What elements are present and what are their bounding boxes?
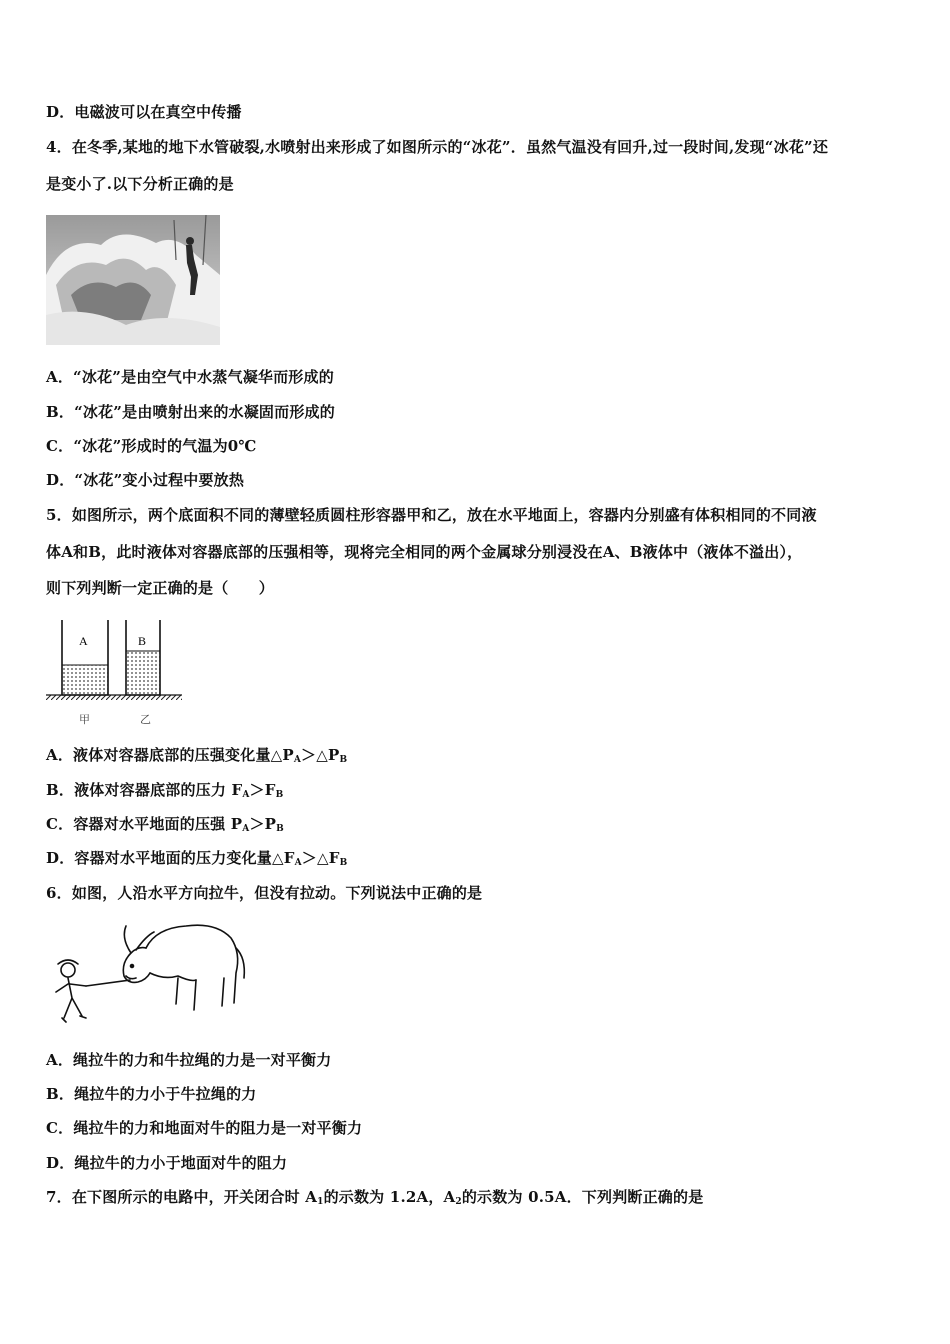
ice-flower-photo [46, 215, 220, 345]
q4-stem-line2: 是变小了.以下分析正确的是 [46, 175, 234, 193]
q4-option-a: A．“冰花”是由空气中水蒸气凝华而形成的 [46, 368, 334, 386]
q4-stem-line1: 4．在冬季,某地的地下水管破裂,水喷射出来形成了如图所示的“冰花”．虽然气温没有回升,过一段时间,发现“冰花”还 [46, 138, 829, 156]
q7-stem: 7．在下图所示的电路中，开关闭合时 $A_1$的示数为 1.2A，$A_2$的示数为 0.5A．下列判断正确的是 [46, 1188, 704, 1207]
ground-hatch [46, 695, 182, 700]
man-pulling-ox-figure [46, 918, 256, 1028]
q5-stem-line3: 则下列判断一定正确的是（ ） [46, 579, 275, 597]
q4-option-c: C．“冰花”形成时的气温为0℃ [46, 437, 257, 455]
q6-option-b: B．绳拉牛的力小于牛拉绳的力 [46, 1085, 257, 1103]
liquid-b [126, 651, 160, 695]
q6-option-d: D．绳拉牛的力小于地面对牛的阻力 [46, 1154, 288, 1172]
containers-figure [46, 615, 182, 730]
q3-option-d: D．电磁波可以在真空中传播 [46, 103, 242, 121]
label-jia: 甲 [79, 713, 90, 726]
label-a: A [79, 634, 88, 648]
label-b: B [138, 634, 147, 648]
q5-option-a: A．液体对容器底部的压强变化量$\triangle P_A>\triangle P_B$ [46, 746, 348, 765]
q6-stem: 6．如图，人沿水平方向拉牛，但没有拉动。下列说法中正确的是 [46, 884, 483, 902]
q6-option-c: C．绳拉牛的力和地面对牛的阻力是一对平衡力 [46, 1119, 363, 1137]
q4-option-b: B．“冰花”是由喷射出来的水凝固而形成的 [46, 403, 335, 421]
q5-option-c: C．容器对水平地面的压强 $P_A>P_B$ [46, 815, 284, 834]
q5-option-b: B．液体对容器底部的压力 $F_A>F_B$ [46, 781, 284, 800]
q4-option-d: D．“冰花”变小过程中要放热 [46, 471, 245, 489]
q5-option-d: D．容器对水平地面的压力变化量$\triangle F_A>\triangle F_B$ [46, 849, 348, 868]
q5-stem-line2: 体A和B，此时液体对容器底部的压强相等，现将完全相同的两个金属球分别浸没在A、B液体中（液体不溢出）， [46, 543, 803, 561]
label-yi: 乙 [140, 713, 151, 726]
q6-option-a: A．绳拉牛的力和牛拉绳的力是一对平衡力 [46, 1051, 332, 1069]
liquid-a [62, 665, 108, 695]
q5-stem-line1: 5．如图所示，两个底面积不同的薄壁轻质圆柱形容器甲和乙，放在水平地面上，容器内分别盛有体积相同的不同液 [46, 506, 817, 524]
